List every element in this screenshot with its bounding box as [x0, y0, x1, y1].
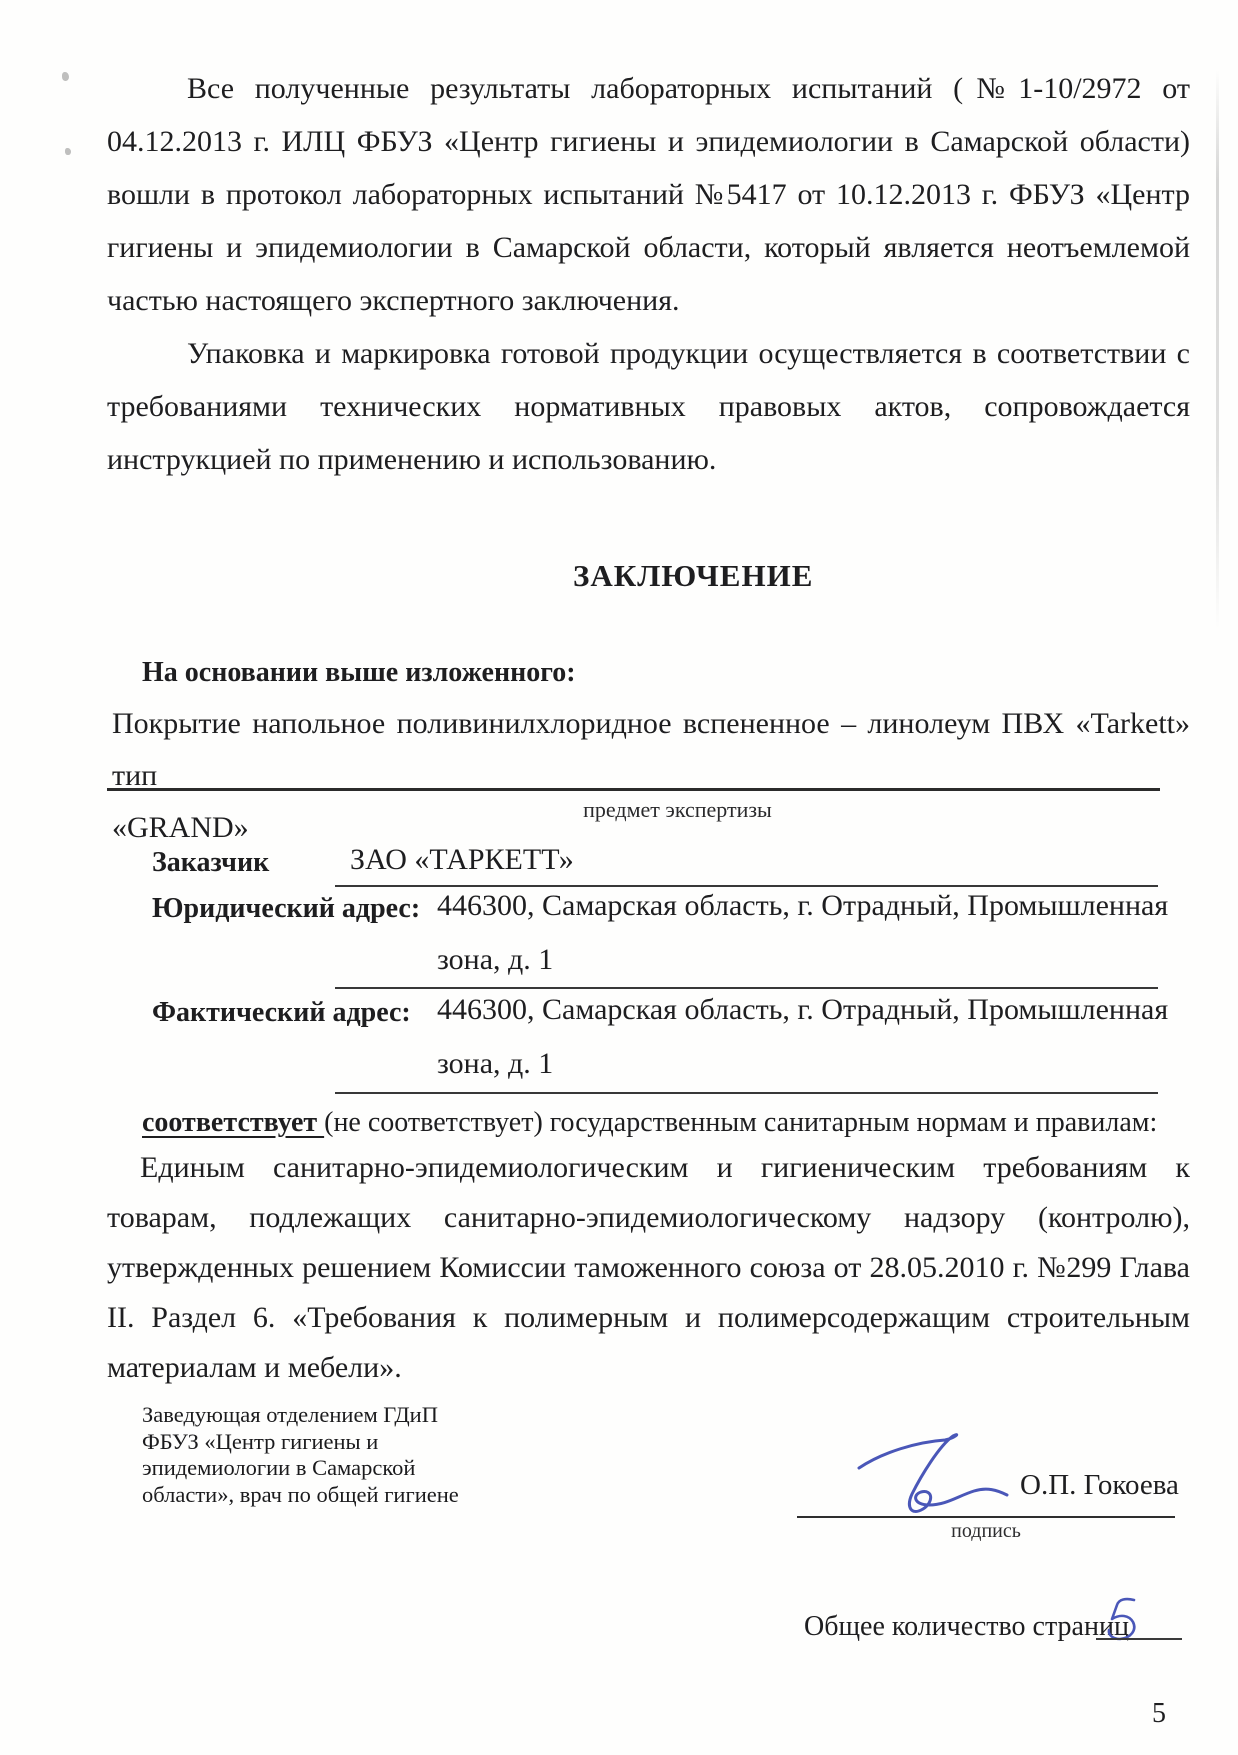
signatory-position	[142, 1402, 502, 1508]
customer-label: Заказчик	[152, 847, 270, 878]
legal-address-underline	[335, 987, 1158, 989]
subject-line-2: «GRAND»	[112, 811, 249, 844]
actual-address-line1: 446300, Самарская область, г. Отрадный, Промышленная	[437, 993, 1169, 1026]
body-paragraphs	[107, 62, 1190, 486]
legal-address-line2: зона, д. 1	[437, 943, 554, 976]
compliance-emphasized: соответствует	[142, 1107, 325, 1138]
expertise-subject	[112, 698, 1190, 854]
signatory-position-line: области», врач по общей гигиене	[142, 1481, 459, 1507]
requirements-paragraph: Единым санитарно-эпидемиологическим и гигиеническим требованиям к товарам, подлежащих санитарно-эпидемиологическому надзору (контролю), утвержденных решением Комиссии таможенного союза от 28.05.2010 г. №299 Глава II. Раздел 6. «Требования к полимерным и полимерсодержащим строительным материалам и мебели».	[107, 1151, 1190, 1384]
compliance-line	[142, 1105, 1157, 1141]
signatory-name: О.П. Гокоева	[1020, 1469, 1179, 1501]
actual-address-underline	[335, 1092, 1158, 1094]
handwritten-page-count	[1104, 1596, 1146, 1642]
scan-speck	[62, 72, 69, 81]
total-pages-underline	[1096, 1638, 1182, 1640]
legal-address-line1: 446300, Самарская область, г. Отрадный, Промышленная	[437, 889, 1169, 922]
compliance-rest: (не соответствует) государственным санитарным нормам и правилам:	[324, 1107, 1158, 1138]
signatory-position-line: ФБУЗ «Центр гигиены и	[142, 1428, 379, 1454]
intro-paragraph: Все полученные результаты лабораторных испытаний (№1-10/2972 от 04.12.2013 г. ИЛЦ ФБУЗ «Центр гигиены и эпидемиологии в Самарской области) вошли в протокол лабораторных испытаний №5417 от 10.12.2013 г. ФБУЗ «Центр гигиены и эпидемиологии в Самарской области, который является неотъемлемой частью настоящего экспертного заключения.	[107, 72, 1190, 317]
total-pages-label: Общее количество страниц	[804, 1611, 1129, 1642]
signatory-position-line: эпидемиологии в Самарской	[142, 1455, 416, 1480]
signatory-position-line: Заведующая отделением ГДиП	[142, 1402, 438, 1427]
subject-rule	[107, 788, 1160, 791]
legal-address-label: Юридический адрес:	[152, 893, 421, 924]
scan-edge-streak	[1216, 70, 1219, 630]
basis-line: На основании выше изложенного:	[142, 657, 576, 688]
scan-speck	[65, 148, 71, 155]
signature-caption: подпись	[951, 1520, 1021, 1542]
signature-ink	[855, 1428, 1015, 1520]
actual-address-label: Фактический адрес:	[152, 997, 411, 1028]
subject-line-1: Покрытие напольное поливинилхлоридное вспененное – линолеум ПВХ «Tarkett» тип	[112, 707, 1190, 792]
customer-underline	[335, 885, 1158, 887]
conclusion-heading: ЗАКЛЮЧЕНИЕ	[573, 558, 814, 593]
actual-address-line2: зона, д. 1	[437, 1047, 554, 1080]
page-number: 5	[1152, 1698, 1166, 1729]
packaging-paragraph: Упаковка и маркировка готовой продукции осуществляется в соответствии с требованиями технических нормативных правовых актов, сопровождается инструкцией по применению и использованию.	[107, 337, 1190, 476]
subject-caption: предмет экспертизы	[583, 797, 772, 822]
signature-rule	[797, 1516, 1175, 1518]
customer-value: ЗАО «ТАРКЕТТ»	[350, 843, 574, 876]
